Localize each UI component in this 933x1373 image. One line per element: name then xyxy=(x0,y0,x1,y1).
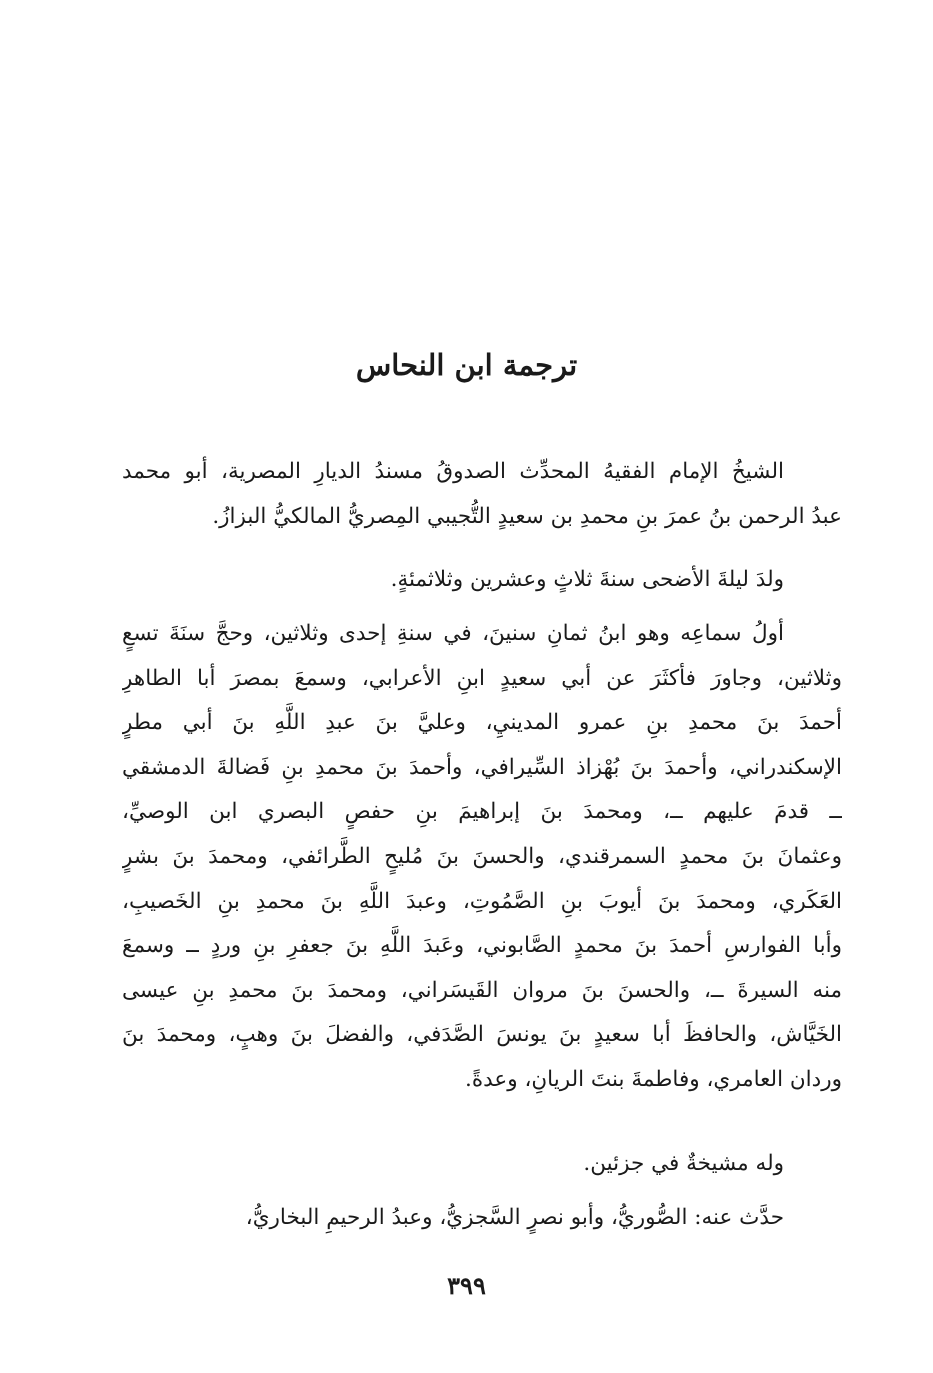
paragraph-line: أولُ سماعِه وهو ابنُ ثمانِ سنينَ، في سنةِ إحدى وثلاثين، وحجَّ سنَةَ تسعٍ xyxy=(122,621,784,646)
paragraph-line: وثلاثين، وجاورَ فأكثَرَ عن أبي سعيدٍ ابنِ الأعرابي، وسمعَ بمصرَ أبا الطاهرِ xyxy=(122,665,842,691)
paragraph-line: العَكَري، ومحمدَ بنَ أيوبَ بنِ الصَّمُوتِ، وعبدَ اللَّهِ بنَ محمدِ بنِ الخَصيبِ، xyxy=(122,888,842,914)
paragraph-line: الشيخُ الإمام الفقيهُ المحدِّث الصدوقُ مسندُ الديارِ المصرية، أبو محمد xyxy=(122,459,784,484)
paragraph-line: أحمدَ بنَ محمدِ بنِ عمرو المدينيِ، وعليَّ بنَ عبدِ اللَّهِ بنَ أبي مطرٍ xyxy=(122,710,842,736)
paragraph-line: حدَّث عنه: الصُّوريُّ، وأبو نصرٍ السَّجزيُّ، وعبدُ الرحيمِ البخاريُّ، xyxy=(245,1205,784,1230)
paragraph-line: وله مشيخةٌ في جزئين. xyxy=(583,1151,784,1176)
page-title: ترجمة ابن النحاس xyxy=(355,348,578,383)
paragraph-line: وأبا الفوارسِ أحمدَ بنَ محمدٍ الصَّابوني، وعَبدَ اللَّهِ بنَ جعفرِ بنِ وردٍ ــ وسمعَ xyxy=(122,933,842,959)
paragraph-line: الإسكندراني، وأحمدَ بنَ بُهْزاذ السِّيرافي، وأحمدَ بنَ محمدِ بنِ فَضالةَ الدمشقي xyxy=(122,754,842,780)
paragraph-teachers xyxy=(122,612,842,1103)
paragraph-line: منه السيرةَ ــ، والحسنَ بنَ مروان القَيسَراني، ومحمدَ بنَ محمدِ بنِ عيسى xyxy=(122,977,842,1003)
paragraph-line: ولدَ ليلةَ الأضحى سنةَ ثلاثٍ وعشرين وثلاثمئةٍ. xyxy=(390,567,784,592)
paragraph-line: عبدُ الرحمن بنُ عمرَ بنِ محمدِ بن سعيدٍ التُّجيبي المِصريُّ المالكيُّ البزازُ. xyxy=(212,503,842,529)
paragraph-line: وردان العامري، وفاطمةَ بنتَ الريانِ، وعدةً. xyxy=(465,1066,842,1092)
paragraph-mashyakha xyxy=(122,1142,842,1187)
paragraph-name-lineage xyxy=(122,450,842,539)
paragraph-line: الخَيَّاش، والحافظَ أبا سعيدٍ بنَ يونسَ الصَّدَفي، والفضلَ بنَ وهبٍ، ومحمدَ بنَ xyxy=(122,1022,842,1048)
paragraph-line: ــ قدمَ عليهم ــ، ومحمدَ بنَ إبراهيمَ بنِ حفصٍ البصري ابن الوصيِّ، xyxy=(122,799,842,825)
paragraph-birth xyxy=(122,558,842,603)
page-number: ٣٩٩ xyxy=(447,1271,486,1300)
paragraph-line: وعثمانَ بنَ محمدٍ السمرقندي، والحسنَ بنَ مُليحٍ الطَّرائفي، ومحمدَ بنَ بشرٍ xyxy=(122,843,842,869)
paragraph-students xyxy=(122,1196,842,1241)
